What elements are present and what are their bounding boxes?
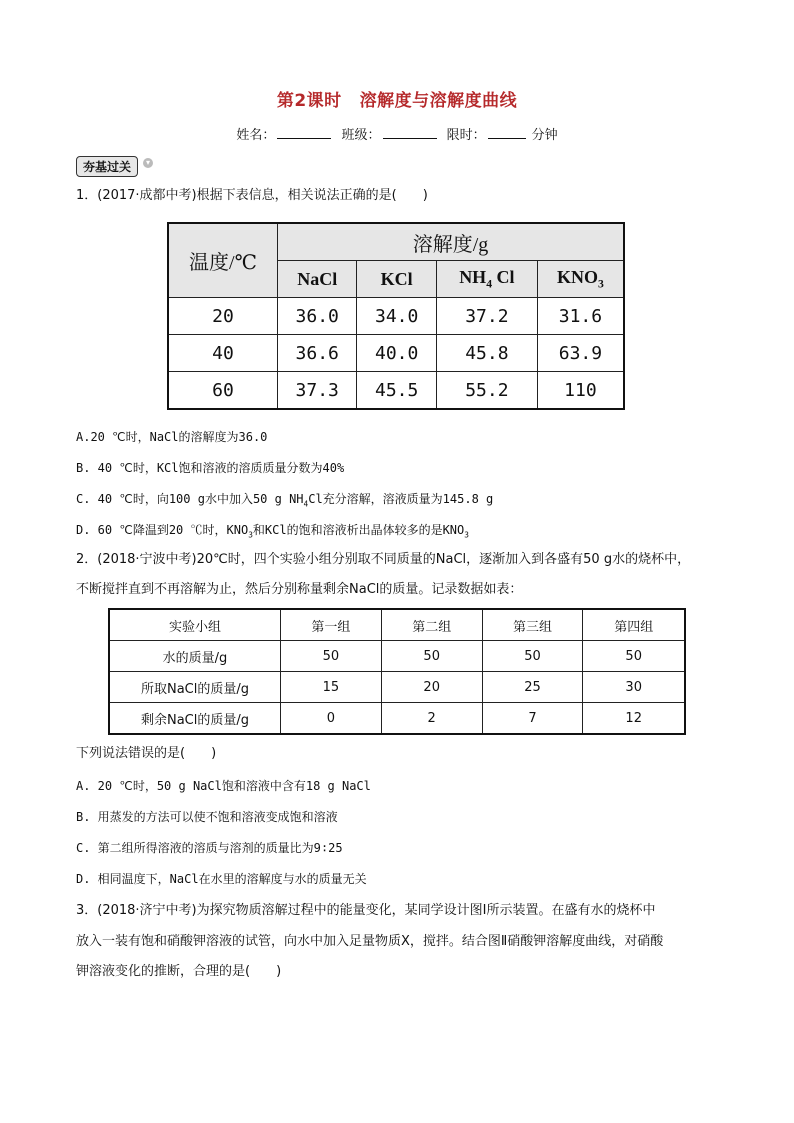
substance-kcl: KCl [357,261,436,298]
table-row [168,335,624,372]
value-cell: 37.3 [278,372,357,410]
header-cell: 第三组 [482,609,583,641]
q1-option-d[interactable]: D. 60 ℃降温到20 ℃时，$KNO_3$和KCl的饱和溶液析出晶体较多的是$KNO_3$ [76,523,469,540]
header-cell: 第四组 [583,609,685,641]
value-cell: 0 [281,703,382,735]
q3-line1: 3．(2018·济宁中考)为探究物质溶解过程中的能量变化，某同学设计图Ⅰ所示装置。在盛有水的烧杯中 [76,903,656,918]
header-cell: 第一组 [281,609,382,641]
q3-line3: 钾溶液变化的推断，合理的是( ) [76,964,282,979]
q2-option-a[interactable]: A. 20 ℃时，50 g NaCl饱和溶液中含有18 g NaCl [76,779,371,793]
q2-stem-line1: 2．(2018·宁波中考)20℃时，四个实验小组分别取不同质量的NaCl，逐渐加入到各盛有50 g水的烧杯中， [76,552,691,567]
temp-header: 温度/℃ [168,223,278,298]
value-cell: 34.0 [357,298,436,335]
name-blank[interactable] [277,126,331,139]
value-cell: 36.6 [278,335,357,372]
value-cell: 50 [281,641,382,672]
section-badge: 夯基过关 [76,156,138,177]
value-cell: 12 [583,703,685,735]
q1-option-c[interactable]: C. 40 ℃时，向100 g水中加入50 g $NH_4Cl$充分溶解，溶液质量为145.8 g [76,492,494,509]
temp-cell: 60 [168,372,278,410]
q1-stem: 1．(2017·成都中考)根据下表信息，相关说法正确的是( ) [76,188,428,203]
chevron-down-icon: ▾ [143,158,153,168]
value-cell: 50 [482,641,583,672]
value-cell: 15 [281,672,382,703]
row-label: 所取NaCl的质量/g [109,672,281,703]
value-cell: 30 [583,672,685,703]
class-label: 班级： [341,128,381,143]
q2-prompt: 下列说法错误的是( ) [76,746,217,761]
q1-option-b[interactable]: B. 40 ℃时，KCl饱和溶液的溶质质量分数为40% [76,461,345,475]
value-cell: 55.2 [436,372,537,410]
value-cell: 37.2 [436,298,537,335]
table-row [168,298,624,335]
q2-option-c[interactable]: C. 第二组所得溶液的溶质与溶剂的质量比为9∶25 [76,841,343,855]
time-blank[interactable] [488,126,526,139]
solubility-header: 溶解度/g [278,223,625,261]
table-row [109,641,685,672]
value-cell: 7 [482,703,583,735]
q2-option-d[interactable]: D. 相同温度下，NaCl在水里的溶解度与水的质量无关 [76,872,367,886]
value-cell: 40.0 [357,335,436,372]
value-cell: 31.6 [537,298,624,335]
temp-cell: 20 [168,298,278,335]
q2-option-b[interactable]: B. 用蒸发的方法可以使不饱和溶液变成饱和溶液 [76,810,338,824]
row-label: 剩余NaCl的质量/g [109,703,281,735]
table-row [168,372,624,410]
value-cell: 25 [482,672,583,703]
value-cell: 63.9 [537,335,624,372]
substance-nh4cl: $NH_4$ Cl [436,261,537,298]
q1-option-a[interactable]: A.20 ℃时，NaCl的溶解度为36.0 [76,430,268,444]
header-cell: 第二组 [381,609,482,641]
value-cell: 45.8 [436,335,537,372]
value-cell: 36.0 [278,298,357,335]
substance-kno3: $KNO_3$ [537,261,624,298]
class-blank[interactable] [383,126,437,139]
value-cell: 20 [381,672,482,703]
value-cell: 50 [381,641,482,672]
q1-solubility-table [167,222,625,410]
value-cell: 50 [583,641,685,672]
time-limit-label: 限时： [446,128,486,143]
lesson-topic: 溶解度与溶解度曲线 [359,91,518,111]
page-title [0,86,794,111]
table-row [109,672,685,703]
row-label: 水的质量/g [109,641,281,672]
value-cell: 2 [381,703,482,735]
minutes-label: 分钟 [531,128,558,143]
table-row [109,703,685,735]
lesson-number: 第2课时 [276,91,342,111]
q2-stem-line2: 不断搅拌直到不再溶解为止，然后分别称量剩余NaCl的质量。记录数据如表： [76,582,523,597]
student-info-line [0,124,794,143]
value-cell: 45.5 [357,372,436,410]
q3-line2: 放入一装有饱和硝酸钾溶液的试管，向水中加入足量物质X，搅拌。结合图Ⅱ硝酸钾溶解度曲线，对硝酸 [76,934,664,949]
substance-nacl: NaCl [278,261,357,298]
value-cell: 110 [537,372,624,410]
temp-cell: 40 [168,335,278,372]
q2-data-table [108,608,686,735]
name-label: 姓名： [236,128,276,143]
header-cell: 实验小组 [109,609,281,641]
